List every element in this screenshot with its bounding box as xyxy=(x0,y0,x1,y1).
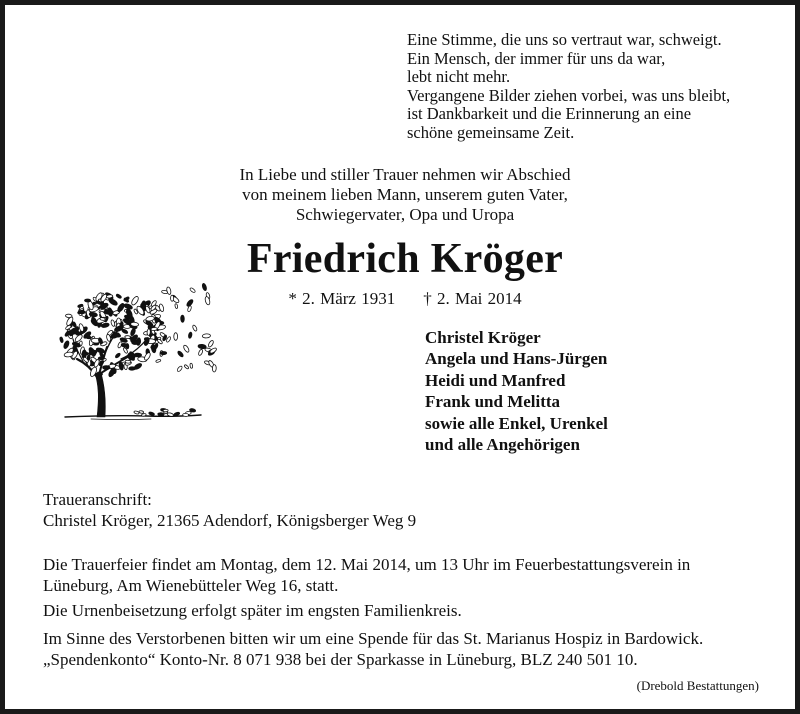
donation-line: „Spendenkonto“ Konto-Nr. 8 071 938 bei der Sparkasse in Lüneburg, BLZ 240 501 10. xyxy=(43,649,638,669)
address-label: Traueranschrift: xyxy=(43,490,152,509)
ceremony-line: Die Trauerfeier findet am Montag, dem 12. Mai 2014, um 13 Uhr im Feuerbestattungsverein in xyxy=(43,555,691,574)
address-value: Christel Kröger, 21365 Adendorf, Königsberger Weg 9 xyxy=(43,511,417,530)
farewell-intro xyxy=(155,165,655,225)
family-member: Angela und Hans-Jürgen xyxy=(425,349,608,369)
poem-line: lebt nicht mehr. xyxy=(407,67,511,87)
urn-paragraph xyxy=(43,601,773,622)
donation-line: Im Sinne des Verstorbenen bitten wir um eine Spende für das St. Marianus Hospiz in Bardowick. xyxy=(43,629,704,648)
mourning-family xyxy=(425,327,725,455)
family-member: Heidi und Manfred xyxy=(425,370,566,390)
family-member: sowie alle Enkel, Urenkel xyxy=(425,413,608,433)
poem-line: schöne gemeinsame Zeit. xyxy=(407,122,575,142)
urn-line: Die Urnenbeisetzung erfolgt später im engsten Familienkreis. xyxy=(43,601,462,620)
family-member: Christel Kröger xyxy=(425,328,541,347)
windblown-tree-icon xyxy=(51,269,223,429)
poem-line: Ein Mensch, der immer für uns da war, xyxy=(407,48,666,68)
intro-line: von meinem lieben Mann, unserem guten Vater, xyxy=(242,185,568,204)
poem-line: ist Dankbarkeit und die Erinnerung an eine xyxy=(407,104,692,124)
poem-line: Vergangene Bilder ziehen vorbei, was uns bleibt, xyxy=(407,85,731,105)
family-member: und alle Angehörigen xyxy=(425,435,580,455)
birth-date: * 2. März 1931 xyxy=(288,289,396,308)
memorial-poem xyxy=(407,31,787,143)
life-dates xyxy=(155,289,655,309)
mourning-address xyxy=(43,489,763,531)
ceremony-line: Lüneburg, Am Wienebütteler Weg 16, statt. xyxy=(43,575,339,595)
intro-line: Schwiegervater, Opa und Uropa xyxy=(295,205,515,224)
donation-paragraph xyxy=(43,629,773,670)
funeral-home-credit: (Drebold Bestattungen) xyxy=(636,678,759,693)
ceremony-paragraph xyxy=(43,555,773,596)
family-member: Frank und Melitta xyxy=(425,392,561,412)
death-date: † 2. Mai 2014 xyxy=(423,289,522,308)
intro-line: In Liebe und stiller Trauer nehmen wir Abschied xyxy=(239,165,571,184)
deceased-name: Friedrich Kröger xyxy=(246,236,564,282)
poem-line: Eine Stimme, die uns so vertraut war, schweigt. xyxy=(407,30,722,49)
